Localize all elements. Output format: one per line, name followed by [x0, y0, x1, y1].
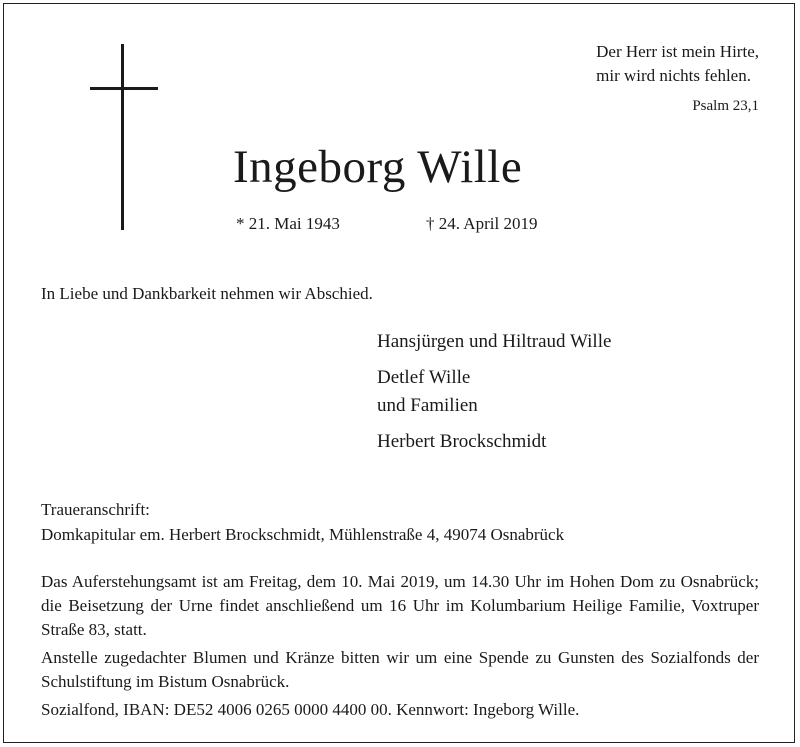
- donation-paragraph: Anstelle zugedachter Blumen und Kränze bitten wir um eine Spende zu Gunsten des Sozialfonds der Schulstiftung im Bistum Osnabrück.: [41, 648, 759, 691]
- address-text: Domkapitular em. Herbert Brockschmidt, Mühlenstraße 4, 49074 Osnabrück: [41, 525, 565, 544]
- cross-horizontal-bar: [90, 87, 158, 90]
- mourners-list: [377, 328, 611, 456]
- cross-vertical-bar: [121, 44, 124, 230]
- mourner-item: Hansjürgen und Hiltraud Wille: [377, 331, 612, 352]
- psalm-quote: [596, 40, 759, 88]
- birth-date: * 21. Mai 1943: [236, 214, 340, 233]
- psalm-line-2: mir wird nichts fehlen.: [596, 66, 751, 85]
- life-dates: [236, 214, 538, 234]
- death-date: † 24. April 2019: [426, 214, 538, 233]
- address-label: Traueranschrift:: [41, 500, 150, 519]
- psalm-line-1: Der Herr ist mein Hirte,: [596, 42, 759, 61]
- farewell-text: In Liebe und Dankbarkeit nehmen wir Abschied.: [41, 284, 373, 303]
- bank-details-paragraph: Sozialfond, IBAN: DE52 4006 0265 0000 4400 00. Kennwort: Ingeborg Wille.: [41, 700, 580, 719]
- mourner-item: Herbert Brockschmidt: [377, 431, 547, 452]
- deceased-name: Ingeborg Wille: [233, 141, 523, 193]
- service-info: [41, 570, 759, 722]
- cross-icon: [90, 44, 158, 230]
- mourner-item: und Familien: [377, 395, 478, 416]
- mourning-address: [41, 497, 564, 547]
- psalm-reference: Psalm 23,1: [692, 98, 759, 114]
- service-paragraph: Das Auferstehungsamt ist am Freitag, dem 10. Mai 2019, um 14.30 Uhr im Hohen Dom zu Osnabrück; die Beisetzung der Urne findet anschließend um 16 Uhr im Kolumbarium Heilige Familie, Voxtruper Straße 83, statt.: [41, 572, 759, 639]
- mourner-item: Detlef Wille: [377, 367, 471, 388]
